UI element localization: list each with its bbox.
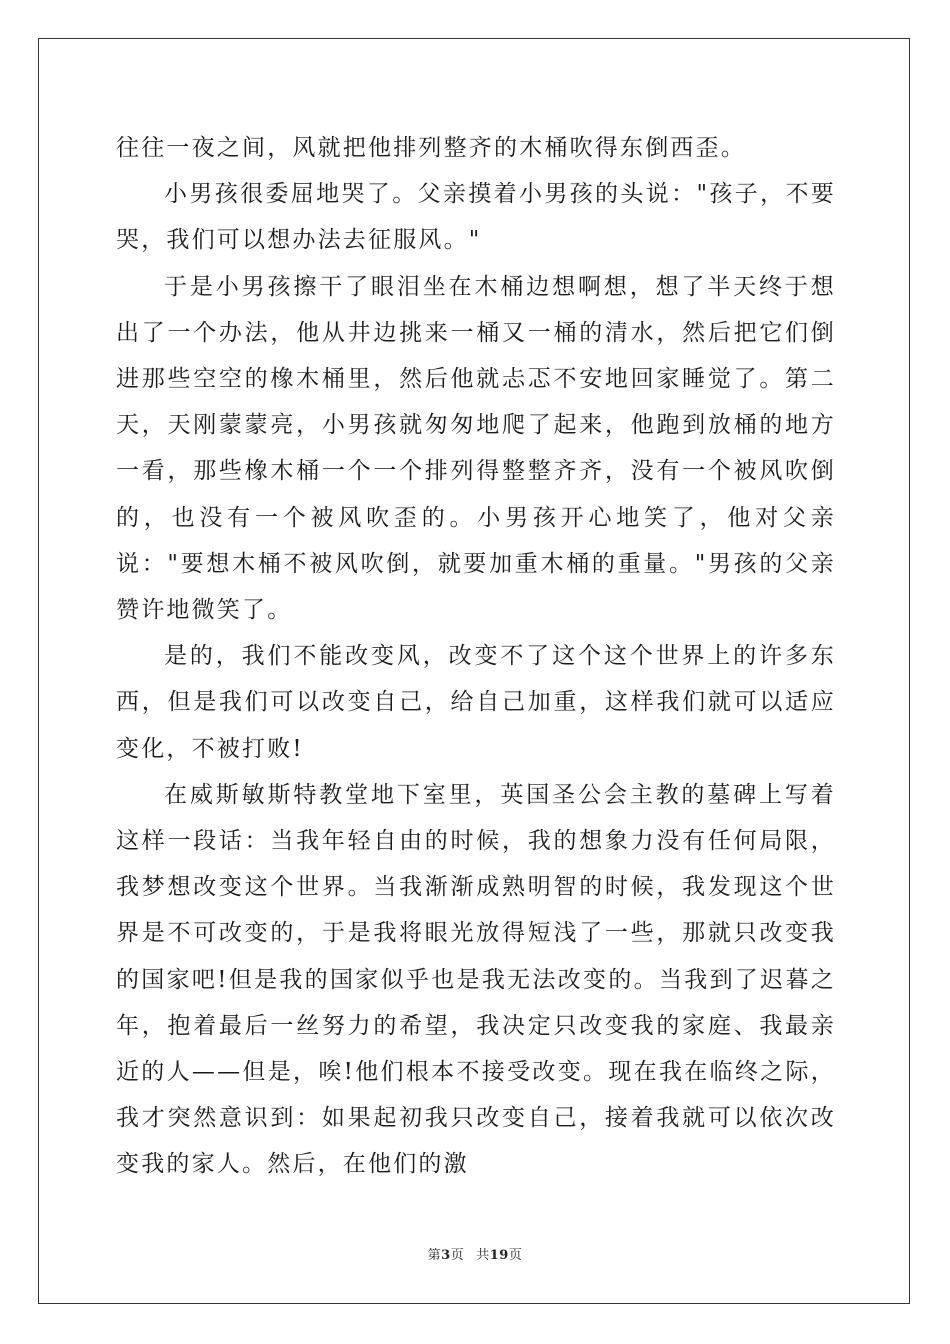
page-suffix: 页 [450, 1248, 465, 1263]
paragraph-4: 是的，我们不能改变风，改变不了这个这个世界上的许多东西，但是我们可以改变自己，给自己加重，这样我们就可以适应变化，不被打败! [116, 643, 836, 762]
page-current: 3 [441, 1248, 451, 1263]
page-number [428, 1248, 465, 1263]
total-count: 19 [489, 1248, 509, 1263]
document-body [116, 125, 836, 1188]
page-footer [0, 1244, 950, 1263]
total-suffix: 页 [508, 1248, 523, 1263]
page-total [476, 1248, 522, 1263]
paragraph-2: 小男孩很委屈地哭了。父亲摸着小男孩的头说："孩子，不要哭，我们可以想办法去征服风。" [116, 181, 836, 254]
total-prefix: 共 [476, 1248, 490, 1263]
paragraph-5: 在威斯敏斯特教堂地下室里，英国圣公会主教的墓碑上写着这样一段话：当我年轻自由的时候，我的想象力没有任何局限，我梦想改变这个世界。当我渐渐成熟明智的时候，我发现这个世界是不可改变的，于是我将眼光放得短浅了一些，那就只改变我的国家吧!但是我的国家似乎也是我无法改变的。当我到了迟暮之年，抱着最后一丝努力的希望，我决定只改变我的家庭、我最亲近的人——但是，唉!他们根本不接受改变。现在我在临终之际，我才突然意识到：如果起初我只改变自己，接着我就可以依次改变我的家人。然后，在他们的激 [116, 781, 836, 1178]
paragraph-1: 往往一夜之间，风就把他排列整齐的木桶吹得东倒西歪。 [116, 135, 746, 161]
page-prefix: 第 [427, 1248, 442, 1263]
paragraph-3: 于是小男孩擦干了眼泪坐在木桶边想啊想，想了半天终于想出了一个办法，他从井边挑来一桶又一桶的清水，然后把它们倒进那些空空的橡木桶里，然后他就忐忑不安地回家睡觉了。第二天，天刚蒙蒙亮，小男孩就匆匆地爬了起来，他跑到放桶的地方一看，那些橡木桶一个一个排列得整整齐齐，没有一个被风吹倒的，也没有一个被风吹歪的。小男孩开心地笑了，他对父亲说："要想木桶不被风吹倒，就要加重木桶的重量。"男孩的父亲赞许地微笑了。 [116, 273, 836, 624]
